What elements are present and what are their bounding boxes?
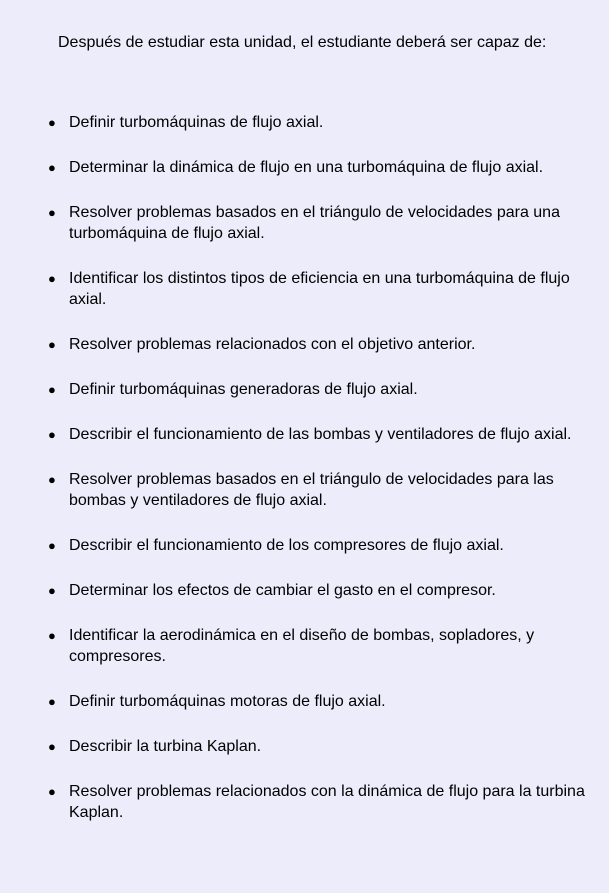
list-item [0, 691, 609, 712]
list-item [0, 424, 609, 445]
bullet-icon: ● [48, 160, 56, 175]
list-item [0, 379, 609, 400]
bullet-icon: ● [48, 427, 56, 442]
list-item-text: Resolver problemas basados en el triángulo de velocidades para una turbomáquina de flujo axial. [69, 204, 560, 242]
list-item-text: Definir turbomáquinas de flujo axial. [69, 114, 324, 131]
list-item-text: Resolver problemas relacionados con la dinámica de flujo para la turbina Kaplan. [69, 783, 585, 821]
list-item-text: Determinar la dinámica de flujo en una turbomáquina de flujo axial. [69, 159, 544, 176]
list-item-text: Identificar los distintos tipos de eficiencia en una turbomáquina de flujo axial. [69, 270, 570, 308]
bullet-icon: ● [48, 337, 56, 352]
bullet-icon: ● [48, 271, 56, 286]
list-item-text: Describir el funcionamiento de los compresores de flujo axial. [69, 537, 504, 554]
bullet-icon: ● [48, 784, 56, 799]
intro-paragraph: Después de estudiar esta unidad, el estudiante deberá ser capaz de: [58, 34, 547, 51]
bullet-icon: ● [48, 694, 56, 709]
list-item-text: Definir turbomáquinas generadoras de flujo axial. [69, 381, 418, 398]
bullet-icon: ● [48, 115, 56, 130]
list-item [0, 535, 609, 556]
list-item [0, 736, 609, 757]
list-item-text: Resolver problemas basados en el triángulo de velocidades para las bombas y ventiladores de flujo axial. [69, 471, 554, 509]
list-item [0, 781, 609, 823]
list-item-text: Resolver problemas relacionados con el objetivo anterior. [69, 336, 476, 353]
list-item-text: Describir el funcionamiento de las bombas y ventiladores de flujo axial. [69, 426, 572, 443]
list-item-text: Identificar la aerodinámica en el diseño de bombas, sopladores, y compresores. [69, 627, 535, 665]
bullet-icon: ● [48, 382, 56, 397]
bullet-icon: ● [48, 205, 56, 220]
list-item [0, 625, 609, 667]
list-item [0, 334, 609, 355]
bullet-icon: ● [48, 628, 56, 643]
objectives-list [0, 112, 609, 847]
list-item [0, 268, 609, 310]
list-item [0, 112, 609, 133]
bullet-icon: ● [48, 739, 56, 754]
bullet-icon: ● [48, 472, 56, 487]
list-item-text: Definir turbomáquinas motoras de flujo axial. [69, 693, 386, 710]
bullet-icon: ● [48, 538, 56, 553]
list-item [0, 469, 609, 511]
bullet-icon: ● [48, 583, 56, 598]
list-item [0, 157, 609, 178]
list-item-text: Describir la turbina Kaplan. [69, 738, 262, 755]
list-item [0, 202, 609, 244]
list-item [0, 580, 609, 601]
list-item-text: Determinar los efectos de cambiar el gasto en el compresor. [69, 582, 496, 599]
